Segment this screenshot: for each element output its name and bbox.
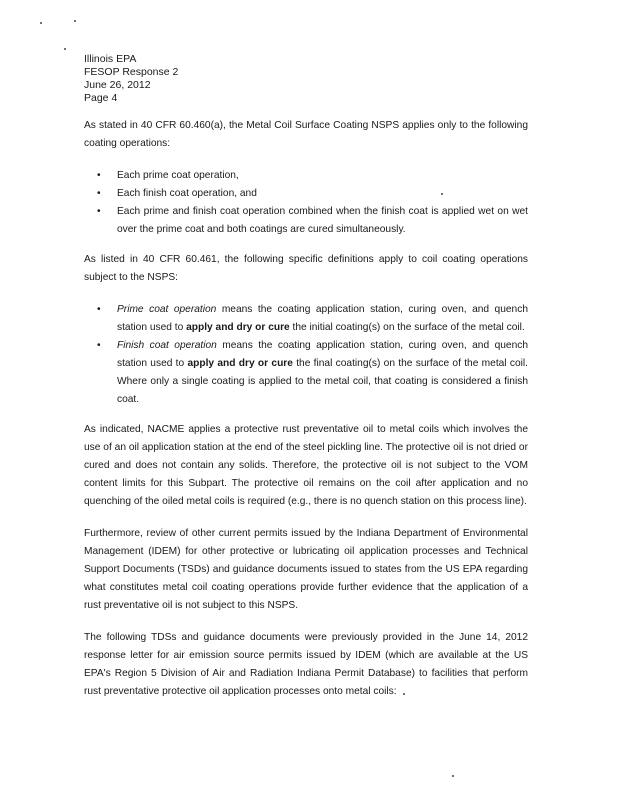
paragraph-applicability: As stated in 40 CFR 60.460(a), the Metal Coil Surface Coating NSPS applies only to the following coating operations: [84,120,528,149]
document-body [84,117,528,715]
definition-term: Prime coat operation [117,304,217,315]
bullet-icon: • [97,170,101,181]
scan-speck [40,22,42,24]
scan-speck [64,48,66,50]
scan-speck [452,775,454,777]
list-item [84,185,528,203]
definition-text: means the coating application station, curing oven, and quench station used to [117,304,528,333]
bullet-icon: • [97,188,101,199]
paragraph-definitions-intro: As listed in 40 CFR 60.461, the following specific definitions apply to coil coating operations subject to the NSPS: [84,254,528,283]
header-date: June 26, 2012 [84,79,151,91]
definition-term: Finish coat operation [117,340,217,351]
letter-header [84,53,178,105]
bullet-icon: • [97,304,101,315]
definition-emphasis: apply and dry or cure [187,358,293,369]
definition-text: the initial coating(s) on the surface of the metal coil. [289,322,525,333]
header-agency: Illinois EPA [84,53,137,65]
definition-finish-coat [84,337,528,409]
bullet-icon: • [97,206,101,217]
paragraph-nacme-oil: As indicated, NACME applies a protective rust preventative oil to metal coils which involves the use of an oil application station at the end of the steel pickling line. The protective oil is not dried or cured and does not contain any solids. Therefore, the protective oil is not subject to the VOM content limits for this Subpart. The protective oil remains on the coil after application and no quenching of the oiled metal coils is required (e.g., there is no quench station on this process line). [84,424,528,507]
header-subject: FESOP Response 2 [84,66,179,78]
definition-text: the final coating(s) on the surface of the metal coil. Where only a single coating is applied to the metal coil, that coating is considered a finish coat. [117,358,528,405]
list-item-text: Each finish coat operation, and [117,188,257,199]
list-item-text: Each prime and finish coat operation combined when the finish coat is applied wet on wet over the prime coat and both coatings are cured simultaneously. [117,206,528,235]
list-item [84,167,528,185]
bullet-icon: • [97,340,101,351]
list-item [84,203,528,239]
scan-speck [74,20,76,22]
list-item-text: Each prime coat operation, [117,170,239,181]
paragraph-tsd-list-intro: The following TDSs and guidance documents were previously provided in the June 14, 2012 response letter for air emission source permits issued by IDEM (which are available at the US EPA's Region 5 Division of Air and Radiation Indiana Permit Database) to facilities that perform rust preventative protective oil application processes onto metal coils: [84,632,528,697]
header-page-number: Page 4 [84,92,118,104]
definition-prime-coat [84,301,528,337]
operations-list [84,167,528,239]
paragraph-idem-review: Furthermore, review of other current permits issued by the Indiana Department of Environmental Management (IDEM) for other protective or lubricating oil application processes and Technical Support Documents (TSDs) and guidance documents issued to states from the US EPA regarding what constitutes metal coil coating operations provide further evidence that the application of a rust preventative oil is not subject to this NSPS. [84,528,528,611]
definitions-list [84,301,528,409]
definition-text: means the coating application station, curing oven, and quench station used to [117,340,528,369]
definition-emphasis: apply and dry or cure [186,322,290,333]
